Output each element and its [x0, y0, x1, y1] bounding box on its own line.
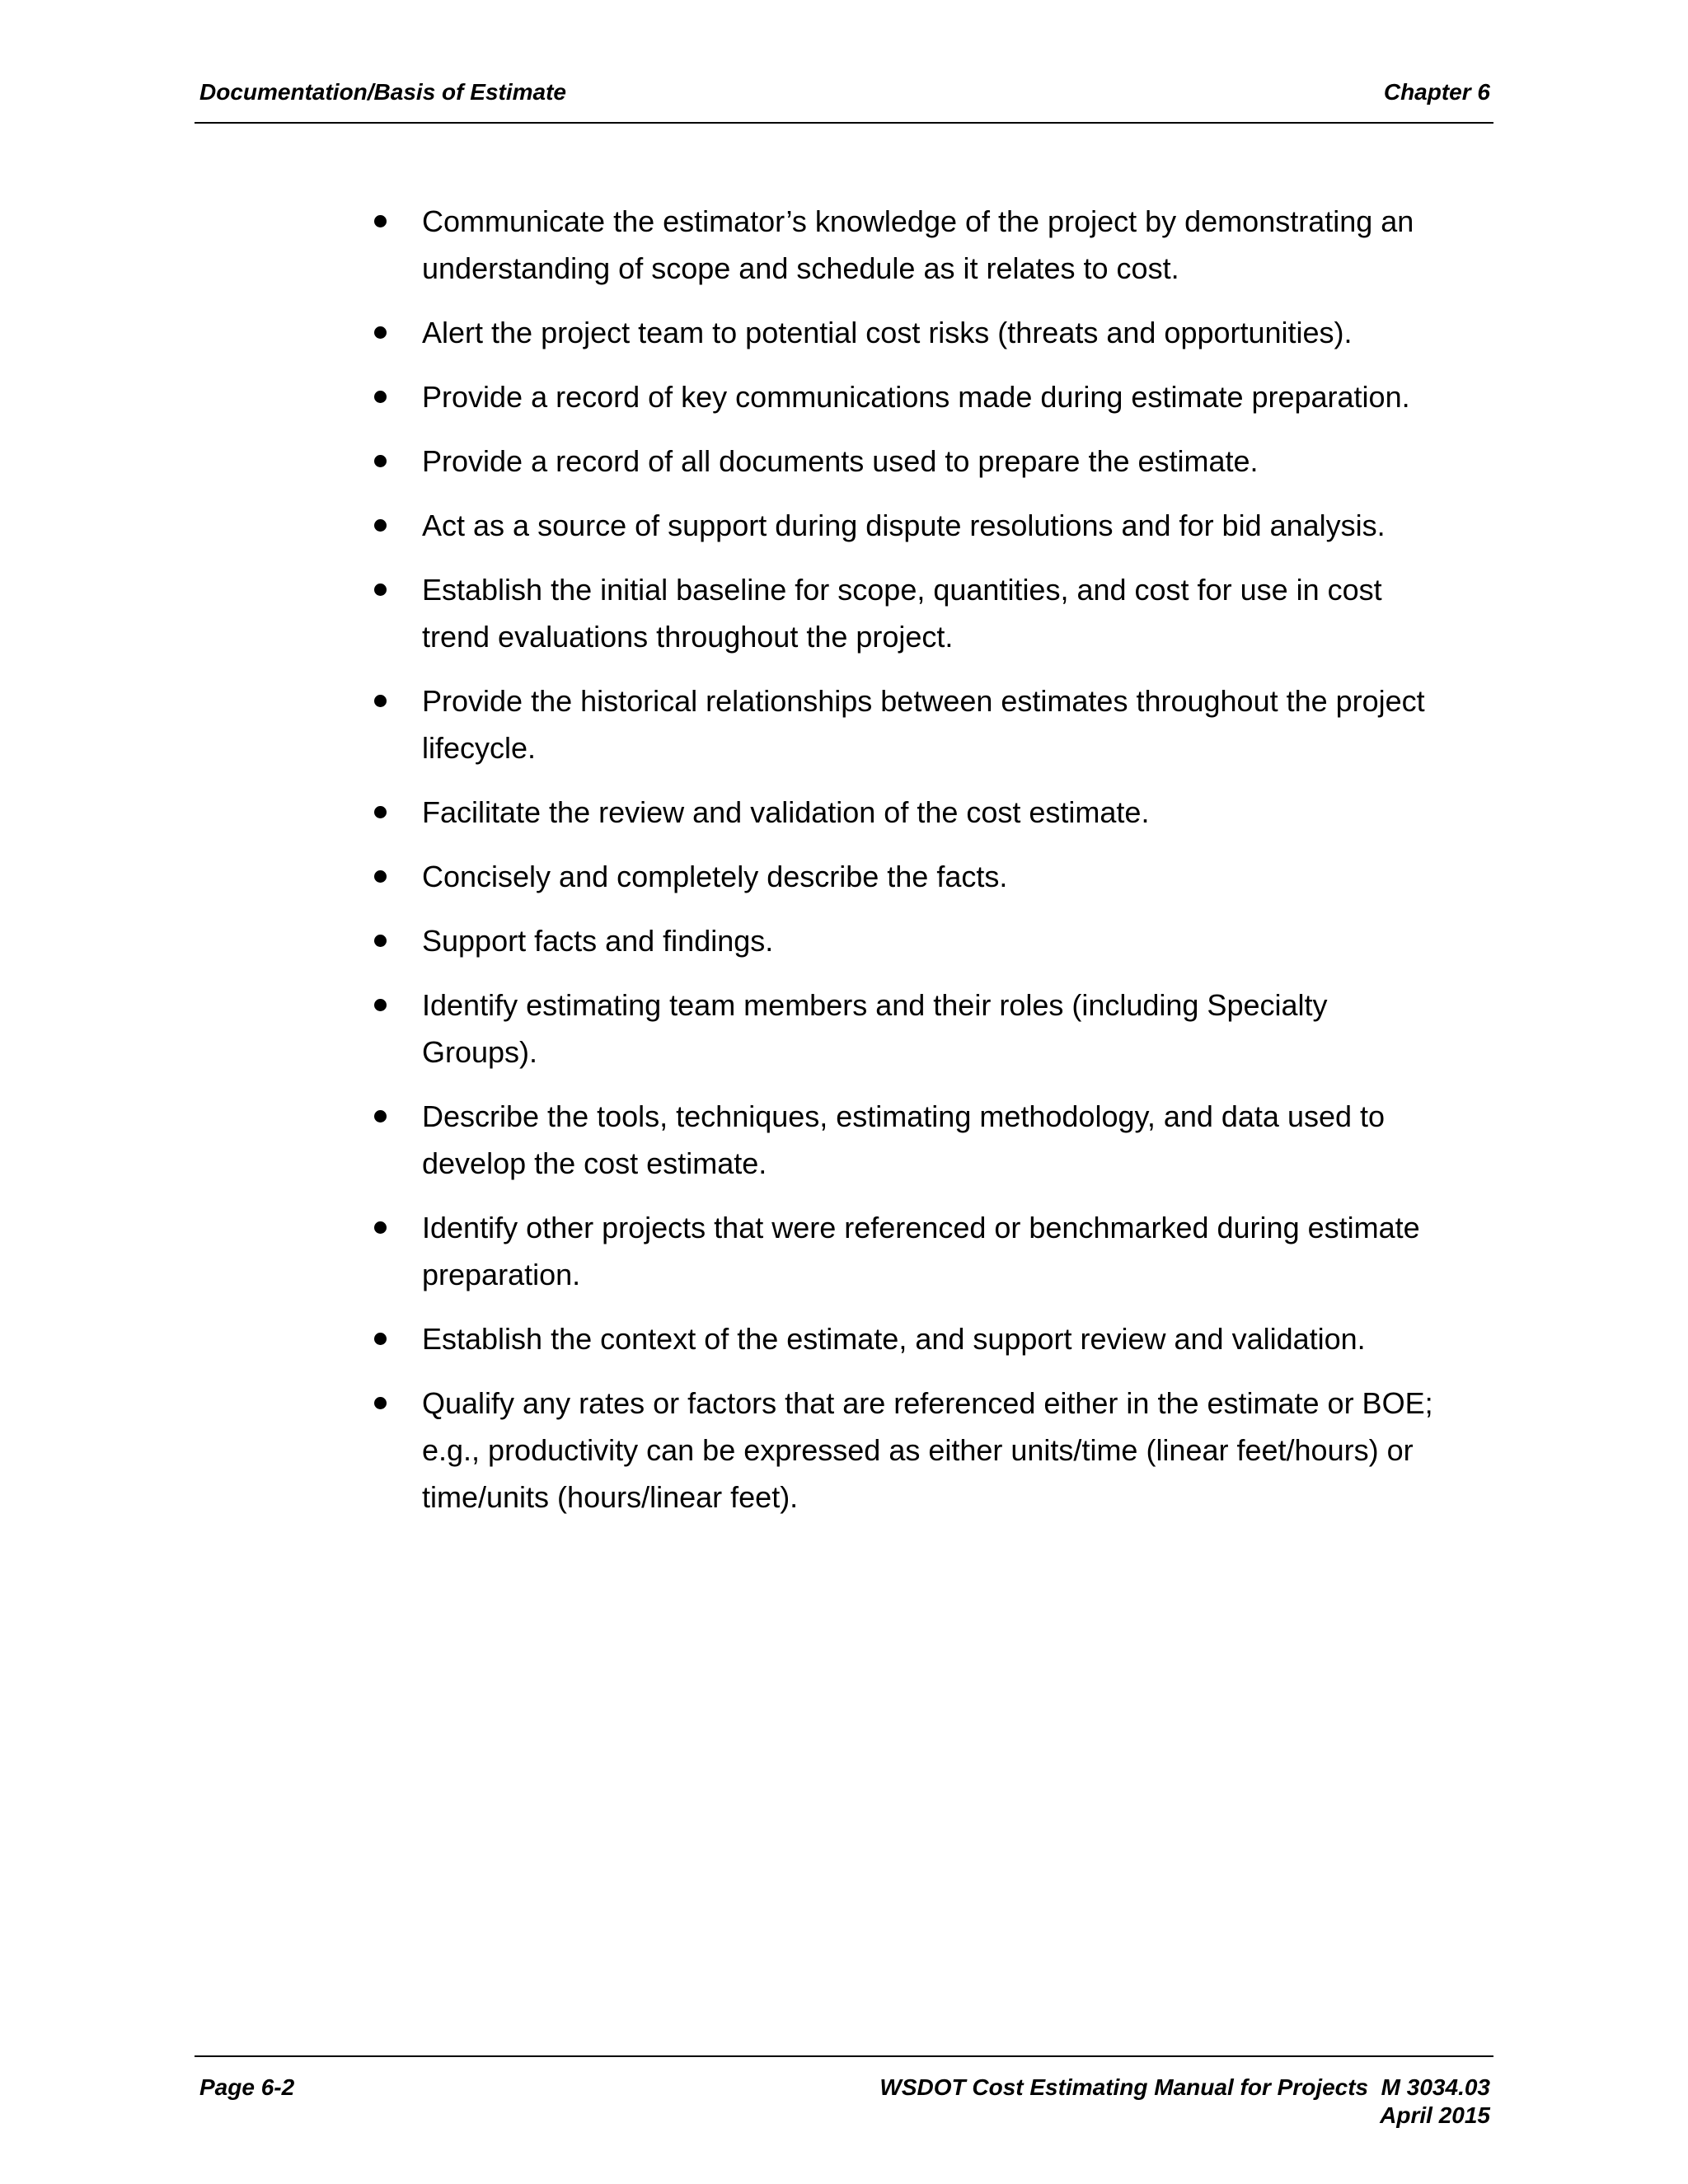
list-item-text: Identify estimating team members and their roles (including Specialty Groups).	[422, 988, 1328, 1069]
list-item	[363, 373, 1434, 420]
bullet-icon	[374, 519, 387, 532]
list-item	[363, 917, 1434, 964]
page-footer	[195, 2055, 1493, 2128]
list-item-text: Alert the project team to potential cost risks (threats and opportunities).	[422, 316, 1353, 349]
bullet-icon	[374, 935, 387, 947]
publication-date: April 2015	[1380, 2102, 1490, 2128]
list-item-text: Identify other projects that were referenced or benchmarked during estimate preparation.	[422, 1211, 1420, 1291]
list-item-text: Establish the context of the estimate, and support review and validation.	[422, 1322, 1366, 1356]
manual-title: WSDOT Cost Estimating Manual for Projects M 3034.03	[879, 2074, 1490, 2100]
bullet-icon	[374, 806, 387, 818]
list-item	[363, 982, 1434, 1076]
list-item-text: Support facts and findings.	[422, 924, 774, 958]
list-item	[363, 438, 1434, 485]
list-item-text: Establish the initial baseline for scope, quantities, and cost for use in cost trend evaluations throughout the project.	[422, 573, 1382, 654]
bullet-icon	[374, 870, 387, 883]
list-item	[363, 1204, 1434, 1298]
bullet-icon	[374, 695, 387, 707]
list-item	[363, 309, 1434, 356]
list-item-text: Provide a record of all documents used to prepare the estimate.	[422, 444, 1259, 478]
bullet-icon	[374, 1221, 387, 1234]
bullet-icon	[374, 455, 387, 467]
section-title: Documentation/Basis of Estimate	[199, 79, 566, 105]
list-item	[363, 502, 1434, 549]
list-item	[363, 198, 1434, 292]
footer-publication	[879, 2074, 1490, 2130]
bullet-icon	[374, 1397, 387, 1409]
list-item-text: Provide the historical relationships between estimates throughout the project lifecycle.	[422, 684, 1425, 765]
list-item-text: Qualify any rates or factors that are referenced either in the estimate or BOE; e.g., productivity can be expressed as either units/time (linear feet/hours) or time/units (hours/linear feet).	[422, 1386, 1433, 1514]
list-item	[363, 677, 1434, 771]
list-item-text: Act as a source of support during dispute resolutions and for bid analysis.	[422, 509, 1386, 542]
list-item	[363, 853, 1434, 900]
bullet-icon	[374, 1110, 387, 1122]
list-item-text: Facilitate the review and validation of the cost estimate.	[422, 795, 1150, 829]
bullet-icon	[374, 215, 387, 227]
page-number: Page 6-2	[199, 2074, 295, 2100]
list-item	[363, 1315, 1434, 1362]
bullet-icon	[374, 583, 387, 596]
list-item	[363, 1380, 1434, 1521]
bullet-list	[363, 198, 1434, 1521]
list-item	[363, 789, 1434, 836]
bullet-icon	[374, 1333, 387, 1345]
list-item-text: Communicate the estimator’s knowledge of the project by demonstrating an understanding of scope and schedule as it relates to cost.	[422, 204, 1414, 285]
list-item-text: Provide a record of key communications made during estimate preparation.	[422, 380, 1410, 414]
bullet-icon	[374, 999, 387, 1011]
bullet-icon	[374, 391, 387, 403]
list-item	[363, 1093, 1434, 1187]
main-content	[363, 198, 1434, 1538]
list-item	[363, 566, 1434, 660]
page-header	[195, 74, 1493, 124]
bullet-icon	[374, 326, 387, 339]
list-item-text: Concisely and completely describe the facts.	[422, 860, 1008, 893]
list-item-text: Describe the tools, techniques, estimating methodology, and data used to develop the cost estimate.	[422, 1099, 1386, 1180]
chapter-label: Chapter 6	[1383, 79, 1490, 105]
